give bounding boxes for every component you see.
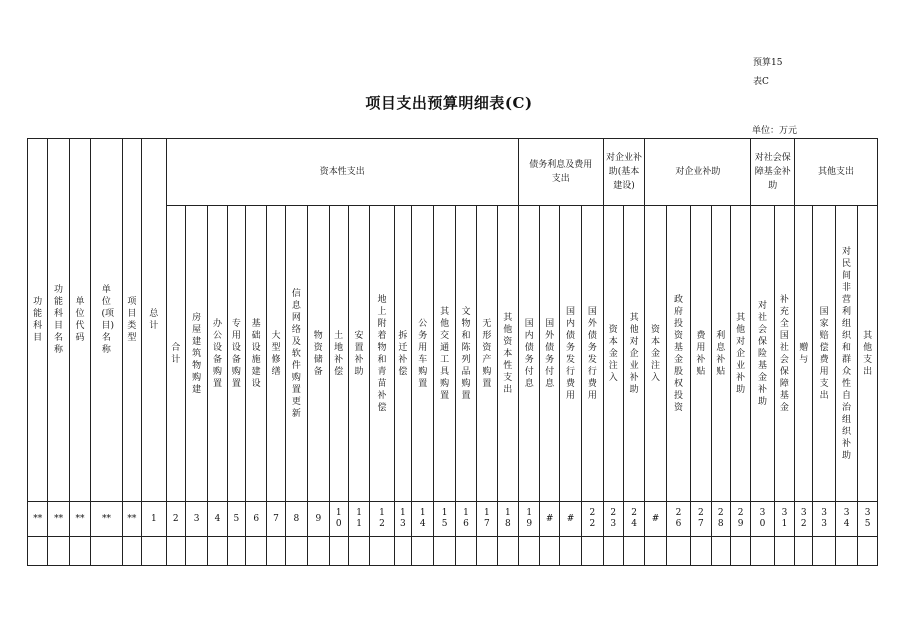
group-capital [166, 139, 519, 206]
subheader-enterprise-3 [711, 206, 730, 502]
header-label: 功能科目名称 [54, 285, 64, 355]
subheader-label: 其他交通工具购置 [440, 306, 450, 401]
data-cell[interactable] [348, 537, 369, 566]
code-value: 23 [610, 508, 617, 529]
code-value: # [651, 513, 660, 524]
subheader-capital-9 [348, 206, 369, 502]
code-cell [348, 502, 369, 537]
header-label: 功能科目 [33, 297, 43, 343]
subheader-debt-1 [540, 206, 559, 502]
code-value: 6 [253, 513, 260, 524]
group-enterprise_capital [603, 139, 645, 206]
subheader-label: 资本金注入 [608, 324, 618, 383]
data-cell[interactable] [267, 537, 285, 566]
code-cell [329, 502, 348, 537]
code-cell [48, 502, 69, 537]
subheader-label: 大型修缮 [271, 330, 281, 377]
data-cell[interactable] [835, 537, 857, 566]
code-cell [623, 502, 644, 537]
subheader-capital-0 [166, 206, 185, 502]
code-value: 22 [589, 508, 596, 529]
data-cell[interactable] [48, 537, 69, 566]
subheader-enterprise-4 [730, 206, 750, 502]
subheader-label: 地上附着物和青苗补偿 [377, 294, 387, 413]
subheader-capital-12 [412, 206, 434, 502]
code-value: 13 [400, 508, 406, 529]
code-cell [477, 502, 497, 537]
code-cell [267, 502, 285, 537]
code-value: 4 [214, 513, 221, 524]
subheader-label: 其他对企业补助 [736, 312, 746, 395]
code-value: 17 [484, 508, 490, 529]
code-cell [751, 502, 774, 537]
data-cell[interactable] [497, 537, 518, 566]
header-project_type [122, 139, 141, 502]
data-cell[interactable] [711, 537, 730, 566]
data-cell[interactable] [69, 537, 90, 566]
subheader-label: 拆迁补偿 [398, 330, 408, 377]
code-cell [122, 502, 141, 537]
code-value: ** [127, 513, 137, 524]
header-label: 项目类型 [127, 297, 137, 343]
subheader-label: 文物和陈列品购置 [461, 306, 471, 401]
header-label: 单位代码 [75, 297, 85, 343]
subheader-label: 国家赔偿费用支出 [819, 306, 829, 401]
data-cell[interactable] [91, 537, 123, 566]
code-cell [730, 502, 750, 537]
data-cell[interactable] [329, 537, 348, 566]
subheader-label: 办公设备购置 [212, 318, 222, 389]
page-title: 项目支出预算明细表(C) [365, 94, 533, 112]
code-value: 7 [273, 513, 279, 524]
subheader-other-1 [813, 206, 835, 502]
data-cell[interactable] [477, 537, 497, 566]
code-value: 5 [233, 513, 240, 524]
data-cell[interactable] [813, 537, 835, 566]
subheader-label: 合计 [171, 342, 181, 365]
code-value: 14 [419, 508, 426, 529]
code-value: 33 [821, 508, 828, 529]
subheader-label: 政府投资基金股权投资 [673, 294, 683, 413]
code-cell [711, 502, 730, 537]
subheader-capital-1 [185, 206, 207, 502]
code-cell [69, 502, 90, 537]
data-cell[interactable] [455, 537, 476, 566]
group-other [795, 139, 878, 206]
code-cell [691, 502, 711, 537]
code-value: 16 [463, 508, 469, 529]
subheader-capital-5 [267, 206, 285, 502]
subheader-social_security-1 [774, 206, 794, 502]
subheader-capital-7 [308, 206, 329, 502]
data-cell[interactable] [412, 537, 434, 566]
code-cell [285, 502, 307, 537]
subheader-label: 公务用车购置 [418, 318, 428, 389]
code-cell [858, 502, 878, 537]
group-label: 对社会保障基金补助 [754, 153, 791, 191]
form-number-line2: 表C [753, 77, 769, 87]
code-value: ** [75, 513, 85, 524]
code-value: 8 [293, 513, 300, 524]
code-cell [227, 502, 245, 537]
group-label: 对企业补助 [675, 167, 721, 177]
code-value: 11 [356, 508, 362, 529]
data-cell[interactable] [166, 537, 185, 566]
data-cell[interactable] [246, 537, 267, 566]
data-cell[interactable] [142, 537, 166, 566]
code-value: 32 [800, 508, 807, 529]
subheader-label: 信息网络及软件购置更新 [291, 288, 301, 419]
code-value: 10 [335, 508, 342, 529]
data-cell[interactable] [434, 537, 455, 566]
subheader-label: 专用设备购置 [231, 318, 241, 389]
header-func_subject_name [48, 139, 69, 502]
data-cell[interactable] [774, 537, 794, 566]
group-header-row [28, 139, 878, 206]
subheader-label: 其他支出 [863, 330, 873, 377]
code-value: 24 [631, 508, 638, 529]
subheader-capital-11 [394, 206, 411, 502]
code-value: 19 [526, 508, 533, 529]
subheader-debt-3 [582, 206, 603, 502]
data-cell[interactable] [394, 537, 411, 566]
subheader-other-0 [795, 206, 813, 502]
subheader-label: 赠与 [799, 342, 809, 365]
code-cell [666, 502, 690, 537]
code-cell [308, 502, 329, 537]
code-cell [582, 502, 603, 537]
code-value: 15 [441, 508, 448, 529]
code-value: # [545, 513, 554, 524]
subheader-capital-16 [497, 206, 518, 502]
subheader-label: 利息补贴 [716, 330, 726, 377]
group-label: 债务利息及费用支出 [529, 160, 593, 184]
subheader-label: 补充全国社会保障基金 [779, 294, 789, 413]
data-cell[interactable] [623, 537, 644, 566]
subheader-label: 安置补助 [354, 330, 364, 377]
code-cell [497, 502, 518, 537]
header-label: 单位(项目)名称 [101, 285, 114, 355]
group-label: 资本性支出 [319, 167, 365, 177]
subheader-other-2 [835, 206, 857, 502]
data-cell[interactable] [666, 537, 690, 566]
code-cell [91, 502, 123, 537]
code-cell [540, 502, 559, 537]
code-value: 3 [193, 513, 200, 524]
header-unit_code [69, 139, 90, 502]
subheader-label: 对民间非营利组织和群众性自治组织补助 [842, 246, 852, 461]
subheader-label: 无形资产购置 [482, 318, 492, 389]
code-value: ** [33, 513, 43, 524]
code-cell [559, 502, 581, 537]
subheader-enterprise_capital-1 [623, 206, 644, 502]
data-cell[interactable] [645, 537, 666, 566]
subheader-capital-6 [285, 206, 307, 502]
data-cell[interactable] [227, 537, 245, 566]
code-value: # [566, 513, 575, 524]
code-cell [795, 502, 813, 537]
subheader-other-3 [858, 206, 878, 502]
code-value: 26 [675, 508, 682, 529]
subheader-capital-15 [477, 206, 497, 502]
code-value: 9 [315, 513, 322, 524]
code-value: 35 [864, 508, 871, 529]
data-cell[interactable] [370, 537, 394, 566]
data-cell[interactable] [603, 537, 623, 566]
data-cell[interactable] [285, 537, 307, 566]
subheader-enterprise_capital-0 [603, 206, 623, 502]
code-cell [166, 502, 185, 537]
budget-table [27, 138, 878, 566]
data-cell[interactable] [582, 537, 603, 566]
subheader-enterprise-2 [691, 206, 711, 502]
subheader-capital-2 [208, 206, 227, 502]
code-cell [434, 502, 455, 537]
code-value: 1 [150, 513, 157, 524]
code-cell [142, 502, 166, 537]
subheader-debt-2 [559, 206, 581, 502]
group-debt [519, 139, 604, 206]
subheader-capital-4 [246, 206, 267, 502]
data-cell[interactable] [122, 537, 141, 566]
subheader-label: 国外债务发行费用 [587, 306, 597, 401]
code-value: 31 [781, 508, 788, 529]
data-cell[interactable] [308, 537, 329, 566]
data-cell[interactable] [691, 537, 711, 566]
code-value: 27 [698, 508, 704, 529]
code-cell [774, 502, 794, 537]
group-label: 对企业补助(基本建设) [605, 153, 642, 191]
data-cell[interactable] [559, 537, 581, 566]
code-value: 34 [843, 508, 850, 529]
subheader-label: 资本金注入 [651, 324, 661, 383]
header-label: 总计 [149, 309, 159, 331]
code-cell [835, 502, 857, 537]
code-value: 29 [737, 508, 744, 529]
group-enterprise [645, 139, 751, 206]
subheader-social_security-0 [751, 206, 774, 502]
group-label: 其他支出 [818, 167, 855, 177]
subheader-enterprise-1 [666, 206, 690, 502]
subheader-label: 物资储备 [313, 330, 323, 377]
data-cell[interactable] [858, 537, 878, 566]
code-value: 12 [379, 508, 385, 529]
subheader-capital-8 [329, 206, 348, 502]
code-cell [603, 502, 623, 537]
code-cell [813, 502, 835, 537]
subheader-capital-3 [227, 206, 245, 502]
subheader-label: 国内债务发行费用 [565, 306, 575, 401]
header-func_subject [28, 139, 48, 502]
table-row [28, 537, 878, 566]
header-total [142, 139, 166, 502]
data-cell[interactable] [208, 537, 227, 566]
data-cell[interactable] [751, 537, 774, 566]
subheader-capital-10 [370, 206, 394, 502]
code-cell [185, 502, 207, 537]
subheader-enterprise-0 [645, 206, 666, 502]
code-cell [28, 502, 48, 537]
code-value: ** [101, 513, 111, 524]
subheader-debt-0 [519, 206, 540, 502]
code-row [28, 502, 878, 537]
data-cell[interactable] [519, 537, 540, 566]
code-cell [370, 502, 394, 537]
form-number [753, 54, 782, 92]
subheader-label: 对社会保险基金补助 [758, 300, 768, 407]
subheader-label: 其他对企业补助 [629, 312, 639, 395]
data-cell[interactable] [28, 537, 48, 566]
data-cell[interactable] [795, 537, 813, 566]
code-cell [246, 502, 267, 537]
subheader-label: 基础设施建设 [251, 318, 261, 389]
code-value: 2 [172, 513, 179, 524]
data-cell[interactable] [185, 537, 207, 566]
code-value: 28 [717, 508, 724, 529]
code-cell [455, 502, 476, 537]
code-cell [519, 502, 540, 537]
header-unit_name [91, 139, 123, 502]
data-cell[interactable] [540, 537, 559, 566]
code-cell [394, 502, 411, 537]
form-number-line1: 预算15 [753, 58, 783, 68]
unit-label: 单位：万元 [752, 126, 798, 136]
code-cell [412, 502, 434, 537]
code-cell [645, 502, 666, 537]
code-cell [208, 502, 227, 537]
subheader-label: 土地补偿 [334, 330, 344, 377]
subheader-label: 其他资本性支出 [503, 312, 513, 395]
subheader-label: 国外债务付息 [545, 318, 555, 389]
code-value: 30 [759, 508, 766, 529]
subheader-capital-13 [434, 206, 455, 502]
data-cell[interactable] [730, 537, 750, 566]
code-value: 18 [504, 508, 511, 529]
subheader-capital-14 [455, 206, 476, 502]
subheader-label: 国内债务付息 [524, 318, 534, 389]
subheader-label: 房屋建筑物购建 [192, 312, 202, 395]
code-value: ** [54, 513, 64, 524]
group-social_security [751, 139, 795, 206]
subheader-label: 费用补贴 [696, 330, 706, 377]
